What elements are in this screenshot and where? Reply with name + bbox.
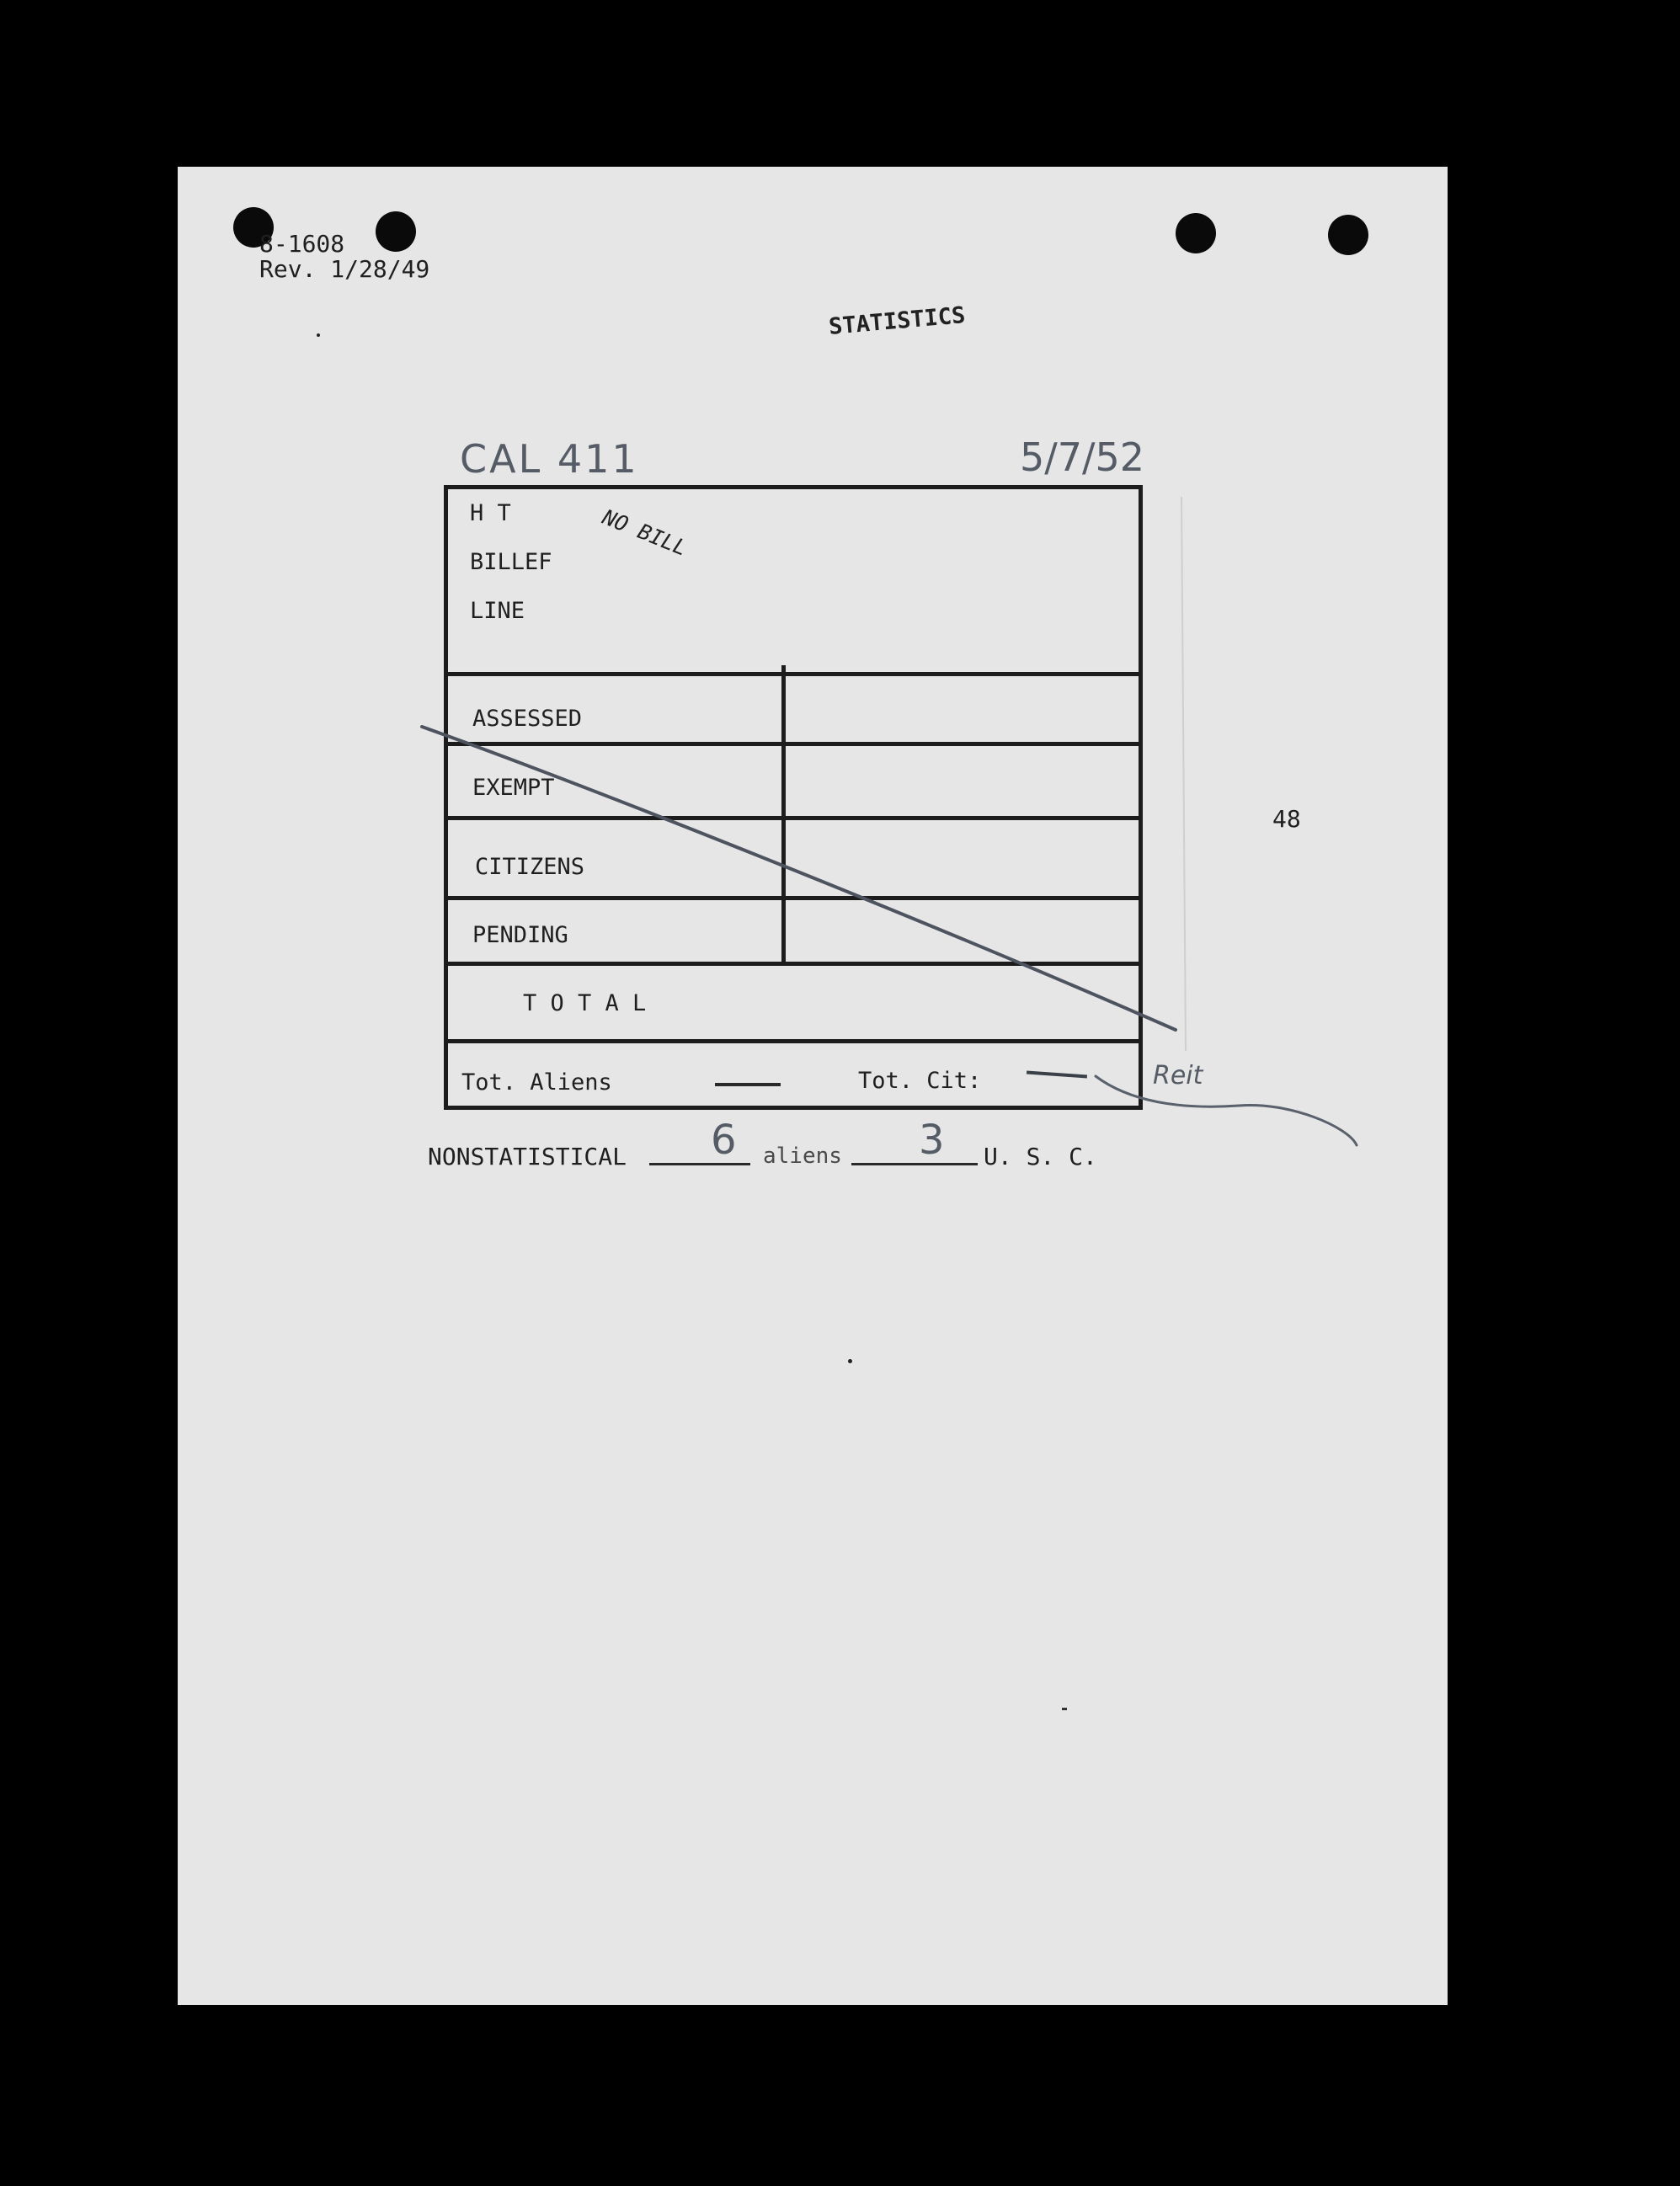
handwritten-date: 5/7/52 [1020, 435, 1145, 480]
tot-aliens-label: Tot. Aliens [461, 1069, 612, 1096]
divider-header [444, 672, 1143, 676]
nonstat-usc-count: 3 [919, 1117, 945, 1164]
column-divider [781, 665, 786, 966]
page-number: 48 [1272, 805, 1301, 833]
row-label-citizens: CITIZENS [475, 854, 585, 880]
form-number: 8-1608 [259, 230, 345, 258]
nonstat-aliens-count: 6 [711, 1117, 737, 1164]
header-label-billef: BILLEF [470, 549, 552, 575]
speck [317, 333, 320, 337]
reviewer-initials: Reit [1153, 1061, 1203, 1090]
nonstat-usc-blank [851, 1163, 978, 1165]
nonstat-aliens-label: aliens [763, 1144, 842, 1169]
header-label-ht: H T [470, 500, 511, 526]
punch-hole-left-2 [376, 211, 416, 252]
divider-total [444, 1039, 1143, 1043]
header-label-line: LINE [470, 598, 525, 624]
nonstatistical-label: NONSTATISTICAL [428, 1143, 627, 1170]
handwritten-code: CAL 411 [460, 436, 639, 482]
form-faint-right-border [1181, 497, 1186, 1051]
divider-exempt [444, 816, 1143, 820]
speck [1062, 1708, 1067, 1710]
punch-hole-right-1 [1176, 213, 1216, 253]
speck [848, 1359, 852, 1363]
statistics-stamp: STATISTICS [827, 301, 967, 341]
divider-citizens [444, 896, 1143, 900]
row-label-pending: PENDING [472, 922, 568, 948]
tot-cit-label: Tot. Cit: [858, 1068, 982, 1094]
document-page [178, 167, 1448, 2005]
tot-aliens-dash [715, 1083, 781, 1086]
no-bill-stamp: NO BILL [599, 504, 691, 561]
row-label-assessed: ASSESSED [472, 706, 583, 732]
divider-assessed [444, 742, 1143, 746]
revision-date: Rev. 1/28/49 [259, 255, 430, 283]
total-label: T O T A L [523, 990, 647, 1016]
nonstat-usc-label: U. S. C. [984, 1143, 1097, 1170]
divider-pending [444, 962, 1143, 966]
punch-hole-right-2 [1328, 215, 1368, 255]
row-label-exempt: EXEMPT [472, 775, 555, 801]
